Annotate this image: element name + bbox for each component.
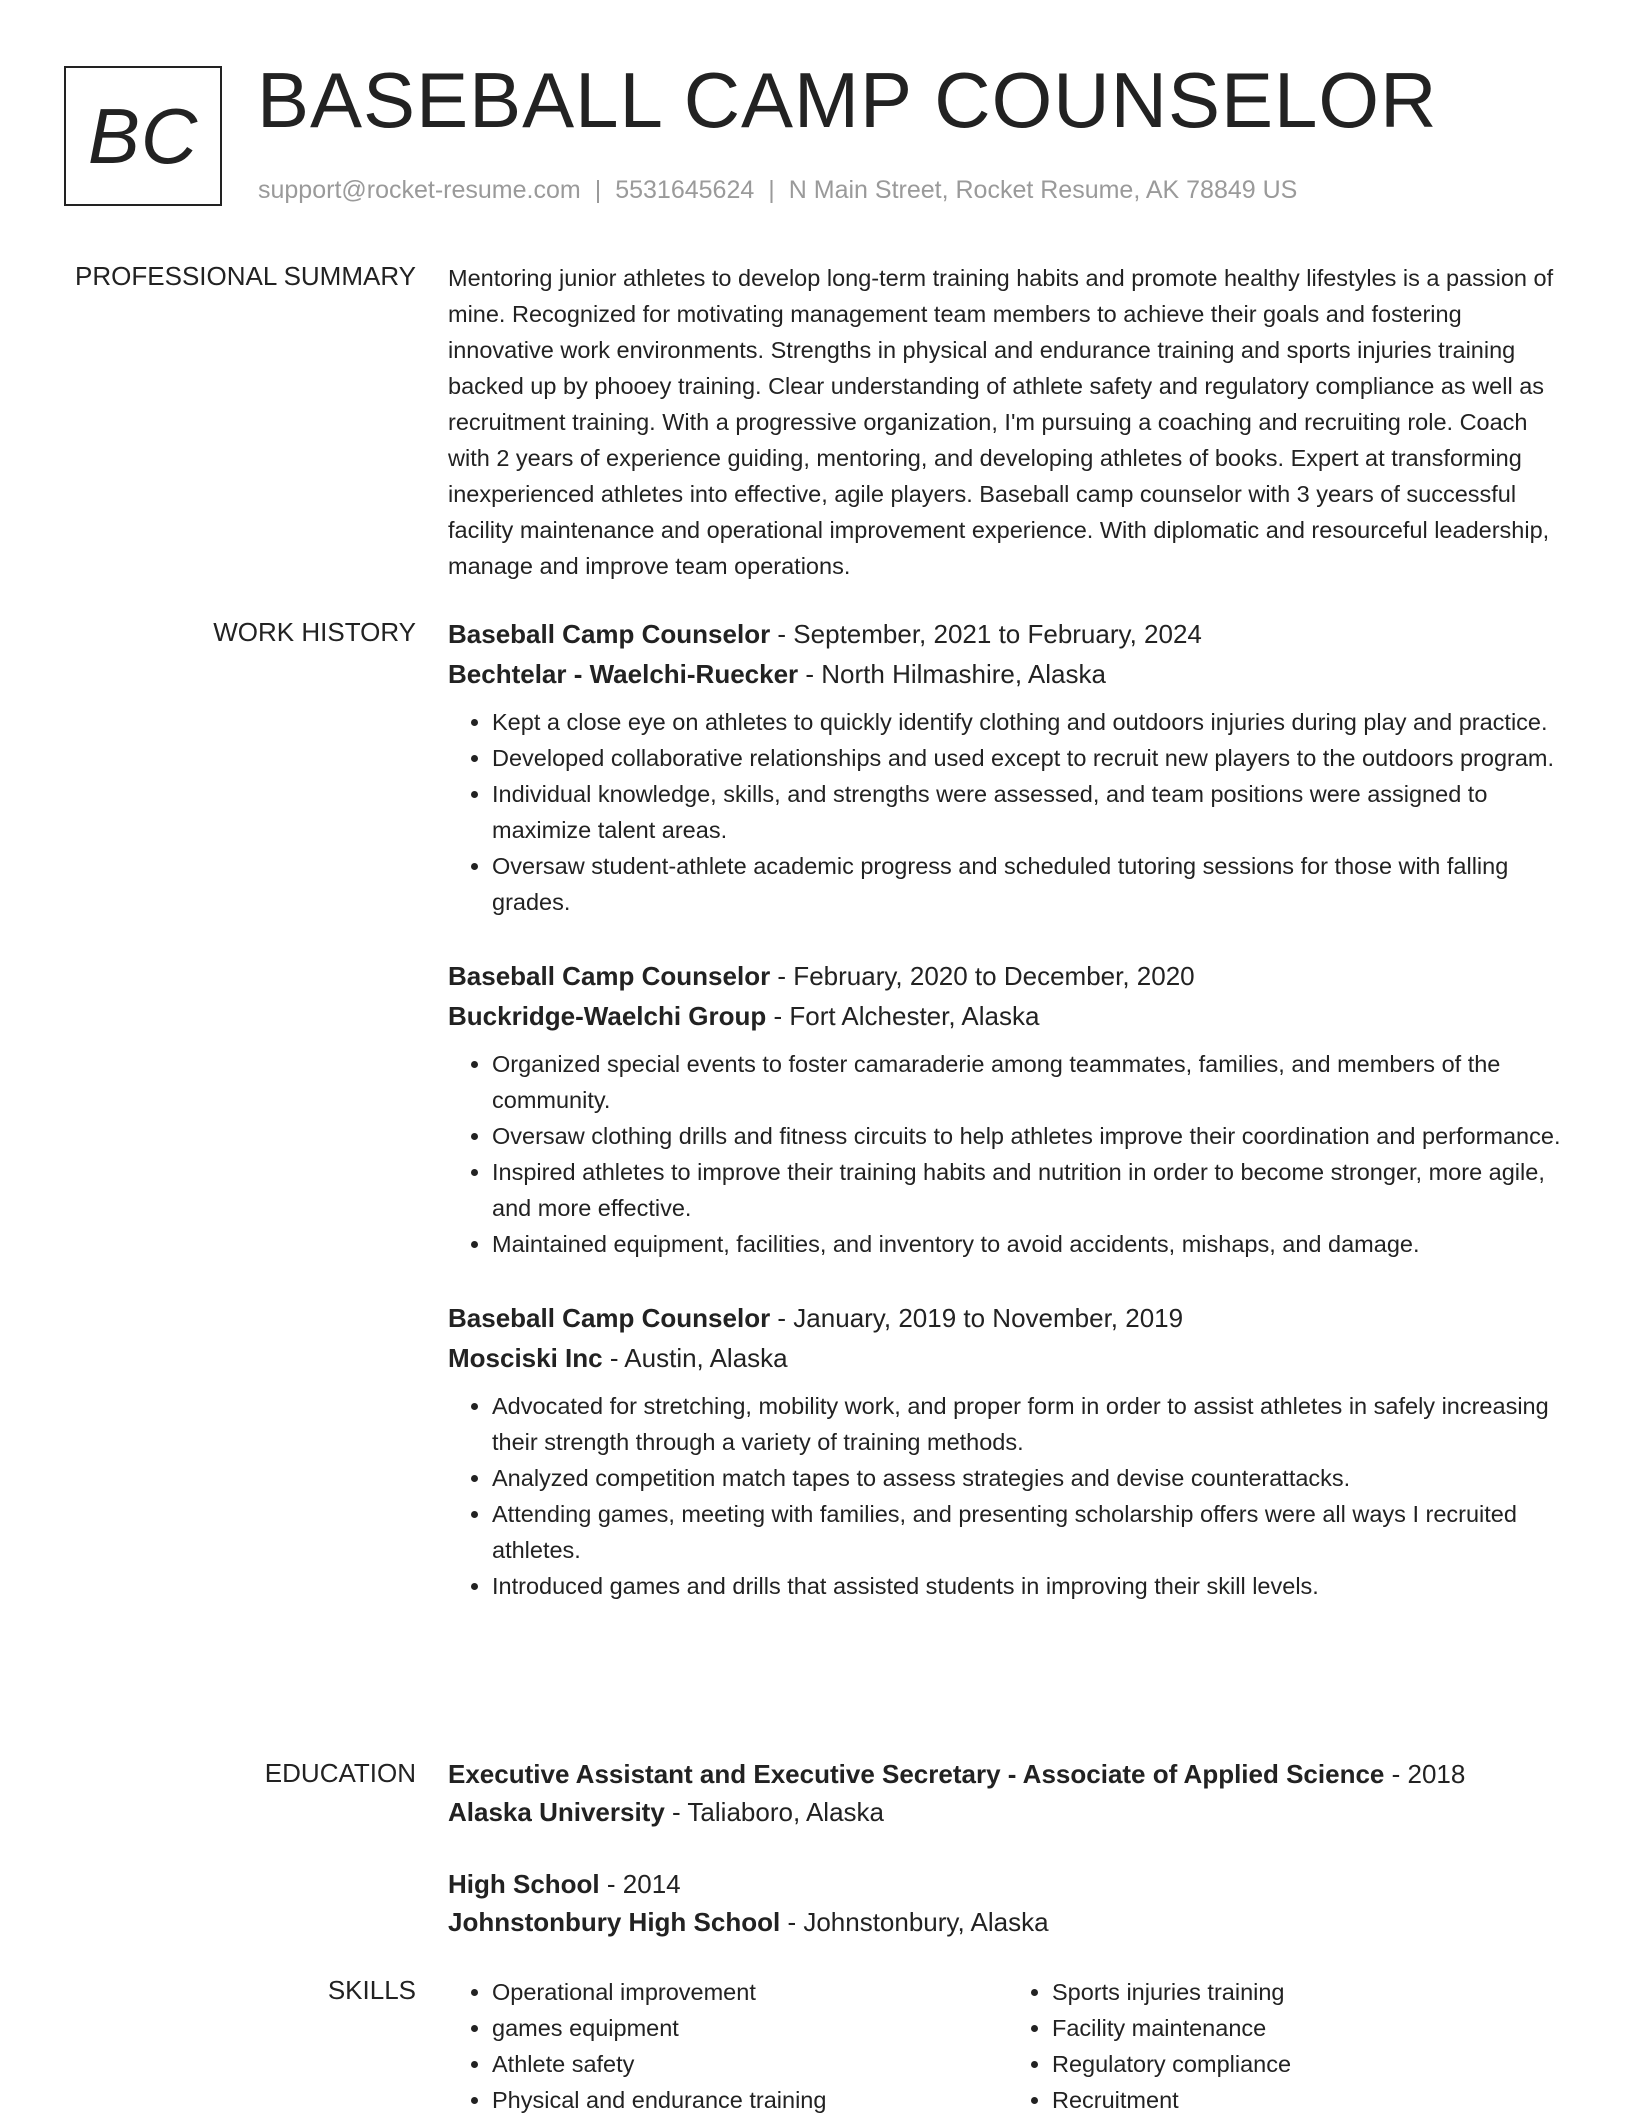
skills-column-left [448,1974,1008,2118]
job-bullets [448,704,1568,920]
education-location: - Taliaboro, Alaska [664,1797,884,1827]
skill-item: • Physical and endurance training [492,2082,1008,2118]
job-dates: - January, 2019 to November, 2019 [770,1303,1184,1333]
job-title: Baseball Camp Counselor [448,619,771,649]
education-degree: High School [448,1869,600,1899]
education-body [448,1755,1568,1975]
job-entry [448,956,1568,1262]
job-title-line [448,956,1568,996]
contact-line [258,176,1297,205]
summary-text: Mentoring junior athletes to develop long-term training habits and promote healthy lifestyles is a passion of mine. Recognized for motivating management team members to achieve their goals and fostering innovative work environments. Strengths in physical and endurance training and sports injuries training backed up by phooey training. Clear understanding of athlete safety and regulatory compliance as well as recruitment training. With a progressive organization, I'm pursuing a coaching and recruiting role. Coach with 2 years of experience guiding, mentoring, and developing athletes of books. Expert at transforming inexperienced athletes into effective, agile players. Baseball camp counselor with 3 years of successful facility maintenance and operational improvement experience. With diplomatic and resourceful leadership, manage and improve team operations. [448,265,1554,579]
work-history-body [448,614,1568,1640]
job-bullet: • Advocated for stretching, mobility work, and proper form in order to assist athletes in safely increasing their strength through a variety of training methods. [492,1388,1568,1460]
skill-item: • Sports injuries training [1052,1974,1568,2010]
job-bullet: • Analyzed competition match tapes to assess strategies and devise counterattacks. [492,1460,1568,1496]
education-year: - 2018 [1384,1759,1466,1789]
education-label: EDUCATION [264,1758,416,1788]
skill-item: • Regulatory compliance [1052,2046,1568,2082]
job-company-line [448,1338,1568,1378]
contact-separator: | [768,176,775,204]
job-title-line [448,1298,1568,1338]
job-company: Mosciski Inc [448,1343,603,1373]
summary-label: PROFESSIONAL SUMMARY [75,261,416,291]
education-year: - 2014 [599,1869,681,1899]
education-school: Johnstonbury High School [448,1907,781,1937]
job-location: - Austin, Alaska [602,1343,788,1373]
job-company: Buckridge-Waelchi Group [448,1001,767,1031]
job-title: Baseball Camp Counselor [448,1303,771,1333]
education-school-line [448,1793,1568,1831]
job-company-line [448,996,1568,1036]
job-bullet: • Developed collaborative relationships and used except to recruit new players to the outdoors program. [492,740,1568,776]
contact-email[interactable]: support@rocket-resume.com [258,176,581,204]
skills-column-right [1008,1974,1568,2118]
education-school: Alaska University [448,1797,665,1827]
job-bullets [448,1388,1568,1604]
skill-item: • Athlete safety [492,2046,1008,2082]
job-bullet: • Introduced games and drills that assisted students in improving their skill levels. [492,1568,1568,1604]
job-dates: - September, 2021 to February, 2024 [770,619,1202,649]
skills-body [448,1974,1568,2118]
skill-item: • Recruitment [1052,2082,1568,2118]
job-bullet: • Oversaw clothing drills and fitness circuits to help athletes improve their coordination and performance. [492,1118,1568,1154]
job-bullet: • Inspired athletes to improve their training habits and nutrition in order to become stronger, more agile, and more effective. [492,1154,1568,1226]
job-location: - North Hilmashire, Alaska [798,659,1106,689]
job-location: - Fort Alchester, Alaska [766,1001,1040,1031]
job-title-line [448,614,1568,654]
job-entry [448,1298,1568,1604]
job-bullet: • Attending games, meeting with families, and presenting scholarship offers were all ways I recruited athletes. [492,1496,1568,1568]
skill-item: • Facility maintenance [1052,2010,1568,2046]
monogram-initials: BC [87,91,199,180]
job-bullets [448,1046,1568,1262]
job-company: Bechtelar - Waelchi-Ruecker [448,659,799,689]
job-bullet: • Maintained equipment, facilities, and inventory to avoid accidents, mishaps, and damage. [492,1226,1568,1262]
contact-phone[interactable]: 5531645624 [615,176,755,204]
work-history-label: WORK HISTORY [213,617,416,647]
monogram-box [64,66,222,206]
contact-address: N Main Street, Rocket Resume, AK 78849 US [788,176,1298,204]
education-entry [448,1865,1568,1941]
skill-item: • games equipment [492,2010,1008,2046]
skill-item: • Operational improvement [492,1974,1008,2010]
education-location: - Johnstonbury, Alaska [780,1907,1049,1937]
job-title: Baseball Camp Counselor [448,961,771,991]
resume-name: BASEBALL CAMP COUNSELOR [257,56,1438,144]
summary-body [448,260,1568,584]
job-entry [448,614,1568,920]
education-degree-line [448,1865,1568,1903]
job-bullet: • Oversaw student-athlete academic progress and scheduled tutoring sessions for those with falling grades. [492,848,1568,920]
job-dates: - February, 2020 to December, 2020 [770,961,1195,991]
job-company-line [448,654,1568,694]
skills-label: SKILLS [327,1975,416,2005]
job-bullet: • Individual knowledge, skills, and strengths were assessed, and team positions were assigned to maximize talent areas. [492,776,1568,848]
education-degree: Executive Assistant and Executive Secretary - Associate of Applied Science [448,1759,1385,1789]
education-degree-line [448,1755,1568,1793]
job-bullet: • Organized special events to foster camaraderie among teammates, families, and members of the community. [492,1046,1568,1118]
education-school-line [448,1903,1568,1941]
job-bullet: • Kept a close eye on athletes to quickly identify clothing and outdoors injuries during play and practice. [492,704,1568,740]
contact-separator: | [594,176,602,204]
education-entry [448,1755,1568,1831]
skills-grid [448,1974,1568,2118]
